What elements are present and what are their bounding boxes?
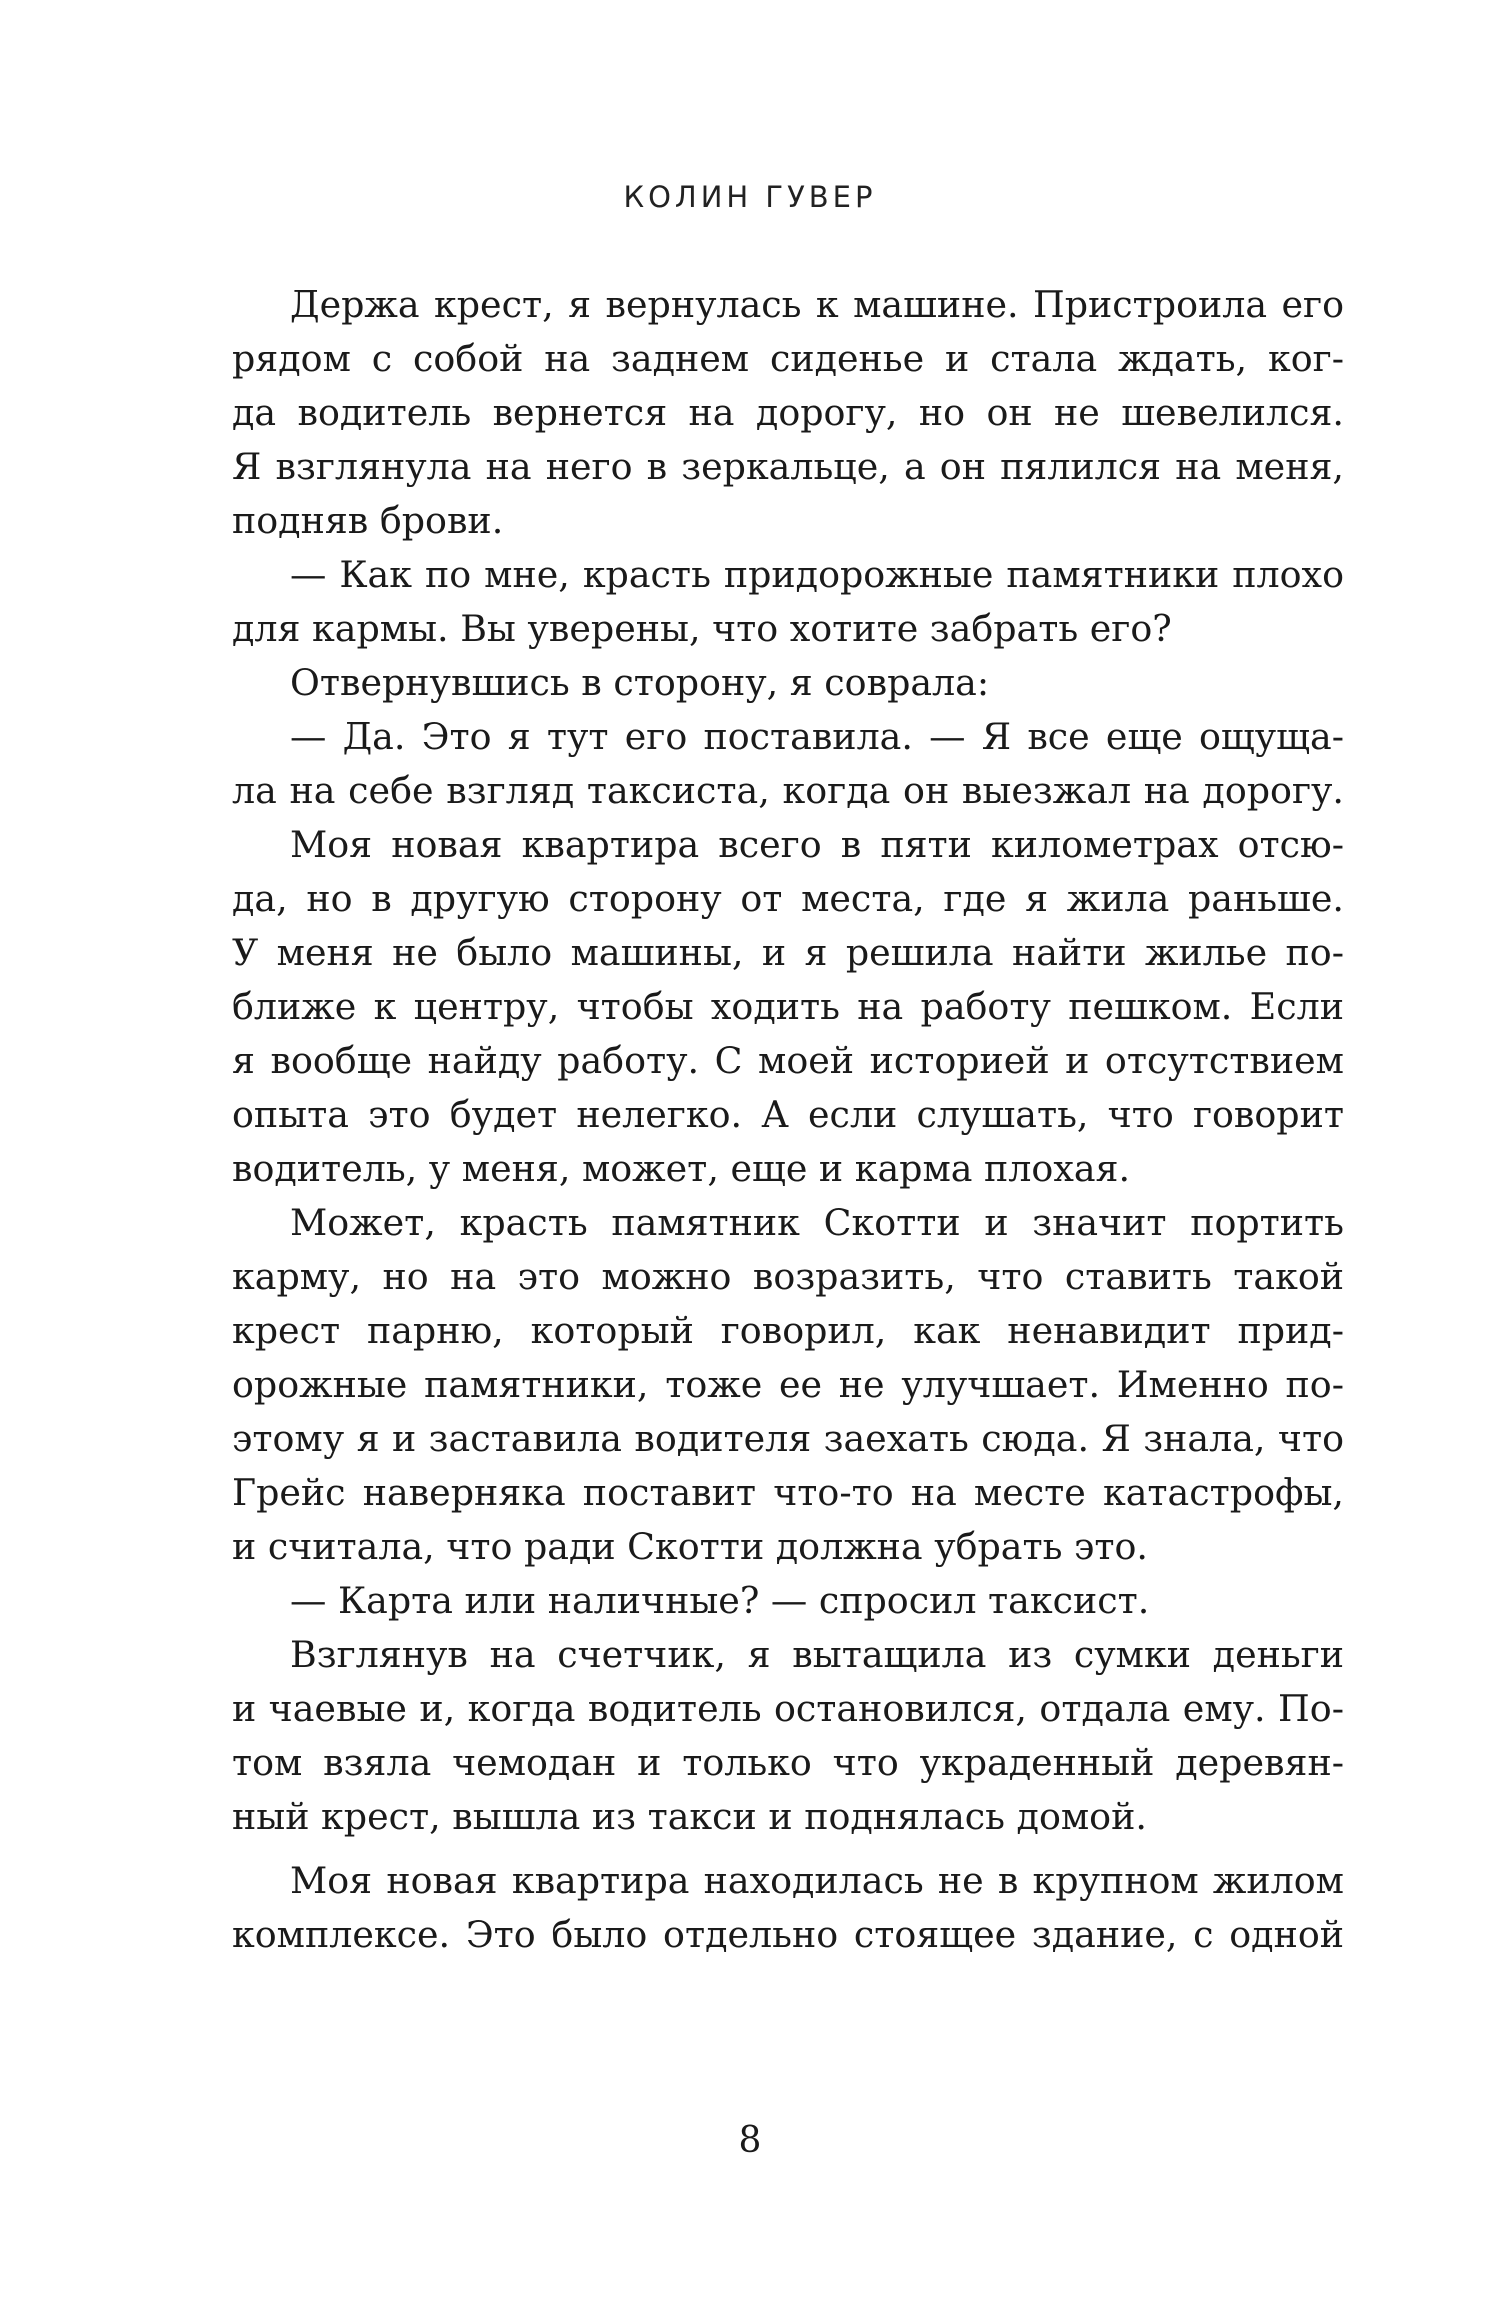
page-number: 8 (738, 2120, 762, 2161)
body-text (232, 278, 1344, 1962)
text-line: этому я и заставила водителя заехать сюда. Я знала, что (232, 1417, 1344, 1460)
text-line: крест парню, который говорил, как ненавидит прид- (232, 1309, 1344, 1352)
running-header-author: КОЛИН ГУВЕР (623, 180, 877, 214)
text-line: ла на себе взгляд таксиста, когда он выезжал на дорогу. (232, 769, 1344, 812)
text-line: — Как по мне, красть придорожные памятники плохо (290, 553, 1344, 596)
text-line: подняв брови. (232, 499, 504, 542)
text-line: Моя новая квартира находилась не в крупном жилом (290, 1859, 1344, 1902)
text-line: водитель, у меня, может, еще и карма плохая. (232, 1147, 1131, 1190)
text-line: том взяла чемодан и только что украденный деревян- (232, 1741, 1344, 1784)
text-line: У меня не было машины, и я решила найти жилье по- (232, 931, 1344, 974)
text-line: рядом с собой на заднем сиденье и стала ждать, ког- (232, 337, 1344, 380)
text-line: Я взглянула на него в зеркальце, а он пялился на меня, (232, 445, 1344, 488)
text-line: да, но в другую сторону от места, где я жила раньше. (232, 877, 1344, 920)
text-line: да водитель вернется на дорогу, но он не шевелился. (232, 391, 1344, 434)
text-line: — Карта или наличные? — спросил таксист. (290, 1579, 1150, 1622)
text-line: Может, красть памятник Скотти и значит портить (290, 1201, 1344, 1244)
text-line: — Да. Это я тут его поставила. — Я все еще ощуща- (290, 715, 1344, 758)
text-line: и считала, что ради Скотти должна убрать это. (232, 1525, 1149, 1568)
text-line: и чаевые и, когда водитель остановился, отдала ему. По- (232, 1687, 1344, 1730)
text-line: я вообще найду работу. С моей историей и отсутствием (232, 1039, 1344, 1082)
text-line: Взглянув на счетчик, я вытащила из сумки деньги (290, 1633, 1344, 1676)
text-line: опыта это будет нелегко. А если слушать, что говорит (232, 1093, 1344, 1136)
text-line: Моя новая квартира всего в пяти километрах отсю- (290, 823, 1344, 866)
text-line: ближе к центру, чтобы ходить на работу пешком. Если (232, 985, 1344, 1028)
text-line: Держа крест, я вернулась к машине. Пристроила его (290, 283, 1344, 326)
text-line: комплексе. Это было отдельно стоящее здание, с одной (232, 1913, 1344, 1956)
text-line: для кармы. Вы уверены, что хотите забрать его? (232, 607, 1172, 650)
text-line: Отвернувшись в сторону, я соврала: (290, 661, 990, 704)
text-line: орожные памятники, тоже ее не улучшает. Именно по- (232, 1363, 1344, 1406)
text-line: карму, но на это можно возразить, что ставить такой (232, 1255, 1344, 1298)
text-line: ный крест, вышла из такси и поднялась домой. (232, 1795, 1147, 1838)
text-line: Грейс наверняка поставит что-то на месте катастрофы, (232, 1471, 1344, 1514)
